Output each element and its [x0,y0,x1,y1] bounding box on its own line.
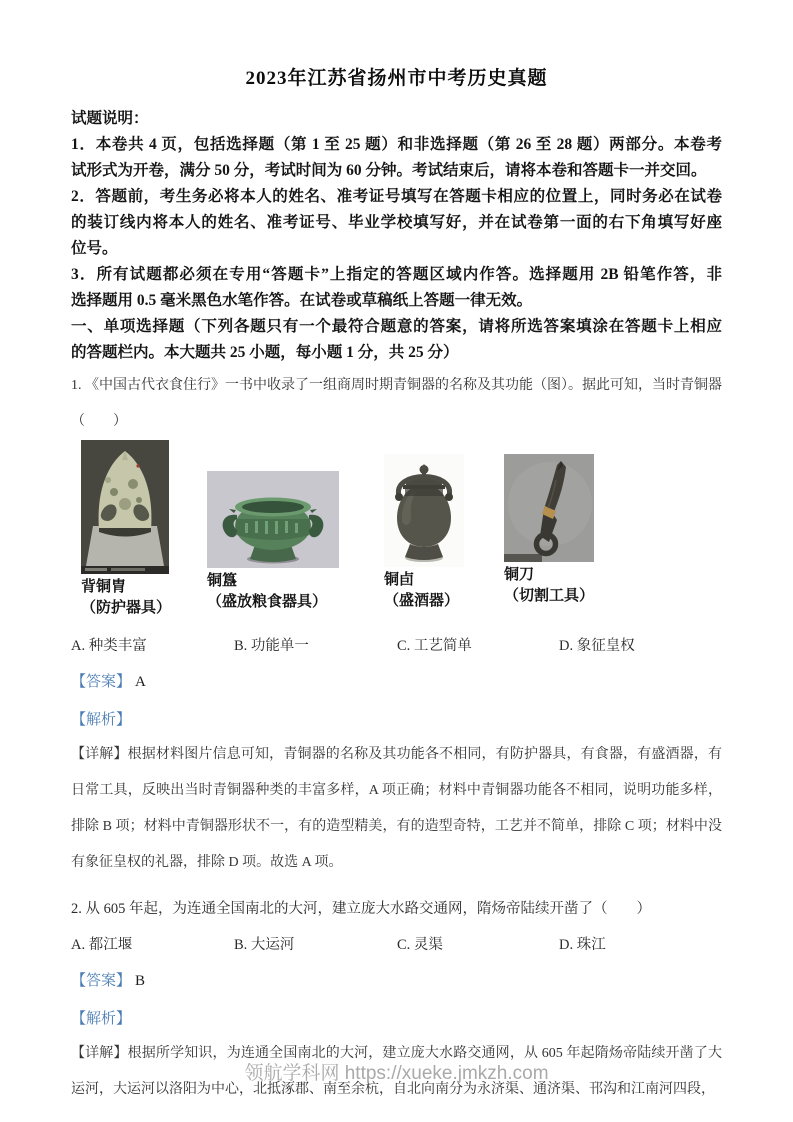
question-2-answer [71,969,722,990]
question-1-options [71,634,722,655]
question-1-text: 1. 《中国古代衣食住行》一书中收录了一组商周时期青铜器的名称及其功能（图）。据此可知，当时青铜器 （ ） [71,378,722,429]
instruction-item-1: 1．本卷共 4 页，包括选择题（第 1 至 25 题）和非选择题（第 26 至 28 题）两部分。本卷考 试形式为开卷，满分 50 分，考试时间为 60 分钟。考试结束后，请将本卷和答题卡一并交回。 [71,136,722,179]
bronze-gui-photo [207,471,339,568]
figure-name: 铜刀 [504,566,535,583]
page-title: 2023年江苏省扬州市中考历史真题 [245,68,548,89]
watermark-footer: 领航学科网 https://xueke.jmkzh.com [244,1063,549,1084]
question-1-explanation: 【详解】根据材料图片信息可知，青铜器的名称及其功能各不相同，有防护器具，有食器，有盛酒器，有 日常工具，反映出当时青铜器种类的丰富多样，A 项正确；材料中青铜器功能各不相同，说明功能多样， 排除 B 项；材料中青铜器形状不一，有的造型精美，有的造型奇特，工艺并不简单，排除 C 项；材料中没 有象征皇权的礼器，排除 D 项。故选 A 项。 [71,747,722,870]
figure-desc: （防护器具） [81,599,172,616]
figure-desc: （盛放粮食器具） [207,593,328,610]
answer-value: B [135,973,146,989]
figure-bronze-knife [504,454,594,606]
figure-desc: （盛酒器） [384,592,460,609]
bronze-you-photo [384,454,464,567]
figure-name: 背铜胄 [81,578,127,595]
answer-value: A [135,674,146,690]
answer-marker: 【答案】 [71,973,132,989]
figure-name: 铜卣 [384,571,415,588]
option-a: A. 都江堰 [71,937,133,953]
bronze-helmet-photo [81,440,169,574]
figure-desc: （切割工具） [504,587,595,604]
question-2-analysis-marker [71,1007,722,1028]
option-d: D. 象征皇权 [559,638,635,654]
instructions-heading: 试题说明： [71,110,149,127]
question-1-analysis-marker [71,708,722,729]
question-2-options [71,933,722,954]
question-1-figures [71,440,722,622]
section-heading-single-choice: 一、单项选择题（下列各题只有一个最符合题意的答案，请将所选答案填涂在答题卡上相应 的答题栏内。本大题共 25 小题，每小题 1 分，共 25 分） [71,318,722,361]
answer-marker: 【答案】 [71,674,132,690]
instruction-item-3: 3．所有试题都必须在专用“答题卡”上指定的答题区域内作答。选择题用 2B 铅笔作答，非 选择题用 0.5 毫米黑色水笔作答。在试卷或草稿纸上答题一律无效。 [71,266,722,309]
instruction-item-2: 2．答题前，考生务必将本人的姓名、准考证号填写在答题卡相应的位置上，同时务必在试卷 的装订线内将本人的姓名、准考证号、毕业学校填写好，并在试卷第一面的右下角填写好座 位号。 [71,188,722,257]
option-d: D. 珠江 [559,937,606,953]
figure-bronze-gui [207,471,339,612]
question-1-answer [71,670,722,691]
figure-bronze-you [384,454,464,611]
figure-caption [81,576,171,618]
option-c: C. 灵渠 [397,937,443,953]
question-2-text: 2. 从 605 年起，为连通全国南北的大河，建立庞大水路交通网，隋炀帝陆续开凿了（ ） [71,901,651,917]
option-b: B. 功能单一 [234,638,309,654]
figure-caption [384,569,464,611]
option-c: C. 工艺简单 [397,638,472,654]
option-a: A. 种类丰富 [71,638,147,654]
figure-name: 铜簋 [207,572,238,589]
figure-bronze-helmet [81,440,171,618]
figure-caption [207,570,339,612]
analysis-marker: 【解析】 [71,712,132,728]
analysis-marker: 【解析】 [71,1011,132,1027]
option-b: B. 大运河 [234,937,295,953]
figure-caption [504,564,594,606]
bronze-knife-photo [504,454,594,562]
question-2-explanation: 【详解】根据所学知识，为连通全国南北的大河，建立庞大水路交通网，从 605 年起隋炀帝陆续开凿了大 运河，大运河以洛阳为中心，北抵涿郡、南至余杭，自北向南分为永济渠、通济渠、邗沟和江南河四段， [71,1046,722,1097]
